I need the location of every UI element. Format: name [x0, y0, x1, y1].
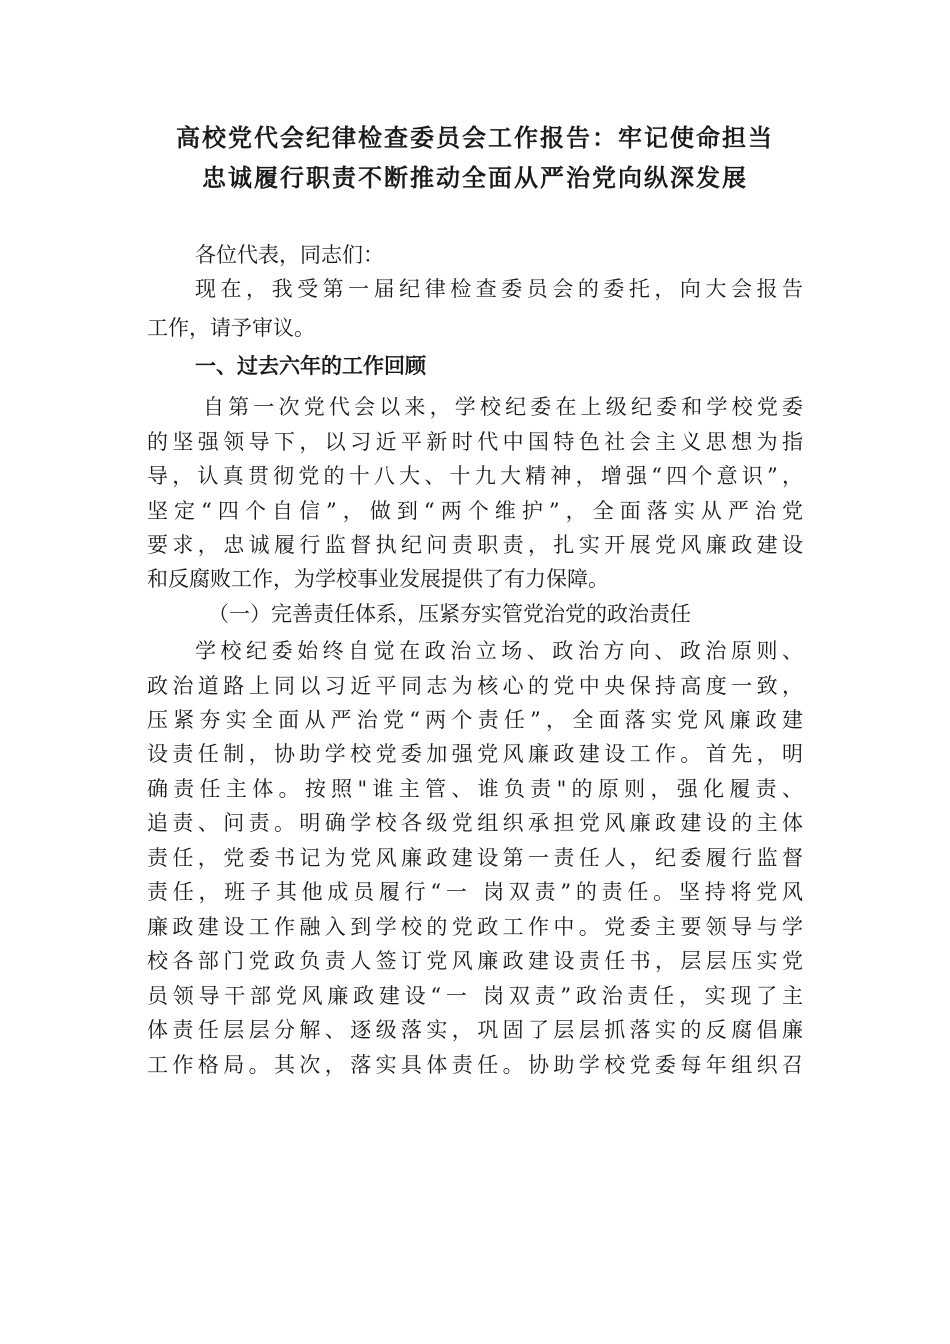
paragraph-line: 校各部门党政负责人签订党风廉政建设责任书，层层压实党 [147, 949, 803, 973]
paragraph-line: 确责任主体。按照"谁主管、谁负责"的原则，强化履责、 [147, 777, 803, 801]
paragraph-line: 工作格局。其次，落实具体责任。协助学校党委每年组织召 [147, 1053, 803, 1077]
paragraph-line: 导，认真贯彻党的十八大、十九大精神，增强“四个意识”， [147, 464, 803, 488]
document-title-line-1: 高校党代会纪律检查委员会工作报告：牢记使命担当 [176, 124, 774, 152]
paragraph-line: 政治道路上同以习近平同志为核心的党中央保持高度一致， [147, 674, 803, 698]
paragraph-line: 和反腐败工作，为学校事业发展提供了有力保障。 [147, 567, 609, 591]
paragraph-line: 的坚强领导下，以习近平新时代中国特色社会主义思想为指 [147, 430, 803, 454]
subsection-heading: （一）完善责任体系，压紧夯实管党治党的政治责任 [208, 602, 691, 626]
paragraph-line: 体责任层层分解、逐级落实，巩固了层层抓落实的反腐倡廉 [147, 1018, 803, 1042]
paragraph-line: 坚定“四个自信”，做到“两个维护”，全面落实从严治党 [147, 499, 803, 523]
paragraph-line: 廉政建设工作融入到学校的党政工作中。党委主要领导与学 [147, 915, 803, 939]
intro-line: 现在，我受第一届纪律检查委员会的委托，向大会报告 [195, 277, 803, 301]
paragraph-line: 要求，忠诚履行监督执纪问责职责，扎实开展党风廉政建设 [147, 533, 803, 557]
paragraph-line: 设责任制，协助学校党委加强党风廉政建设工作。首先，明 [147, 742, 803, 766]
paragraph-line: 责任，班子其他成员履行“一 岗双责”的责任。坚持将党风 [147, 880, 803, 904]
intro-line: 工作，请予审议。 [147, 316, 315, 340]
paragraph-line: 责任，党委书记为党风廉政建设第一责任人，纪委履行监督 [147, 846, 803, 870]
paragraph-line: 学校纪委始终自觉在政治立场、政治方向、政治原则、 [195, 639, 803, 663]
paragraph-line: 压紧夯实全面从严治党“两个责任”，全面落实党风廉政建 [147, 708, 803, 732]
section-heading: 一、过去六年的工作回顾 [195, 354, 426, 378]
paragraph-line: 自第一次党代会以来，学校纪委在上级纪委和学校党委 [203, 395, 803, 419]
paragraph-line: 追责、问责。明确学校各级党组织承担党风廉政建设的主体 [147, 811, 803, 835]
salutation: 各位代表，同志们： [195, 243, 384, 267]
document-title-line-2: 忠诚履行职责不断推动全面从严治党向纵深发展 [202, 164, 748, 192]
paragraph-line: 员领导干部党风廉政建设“一 岗双责”政治责任，实现了主 [147, 984, 803, 1008]
